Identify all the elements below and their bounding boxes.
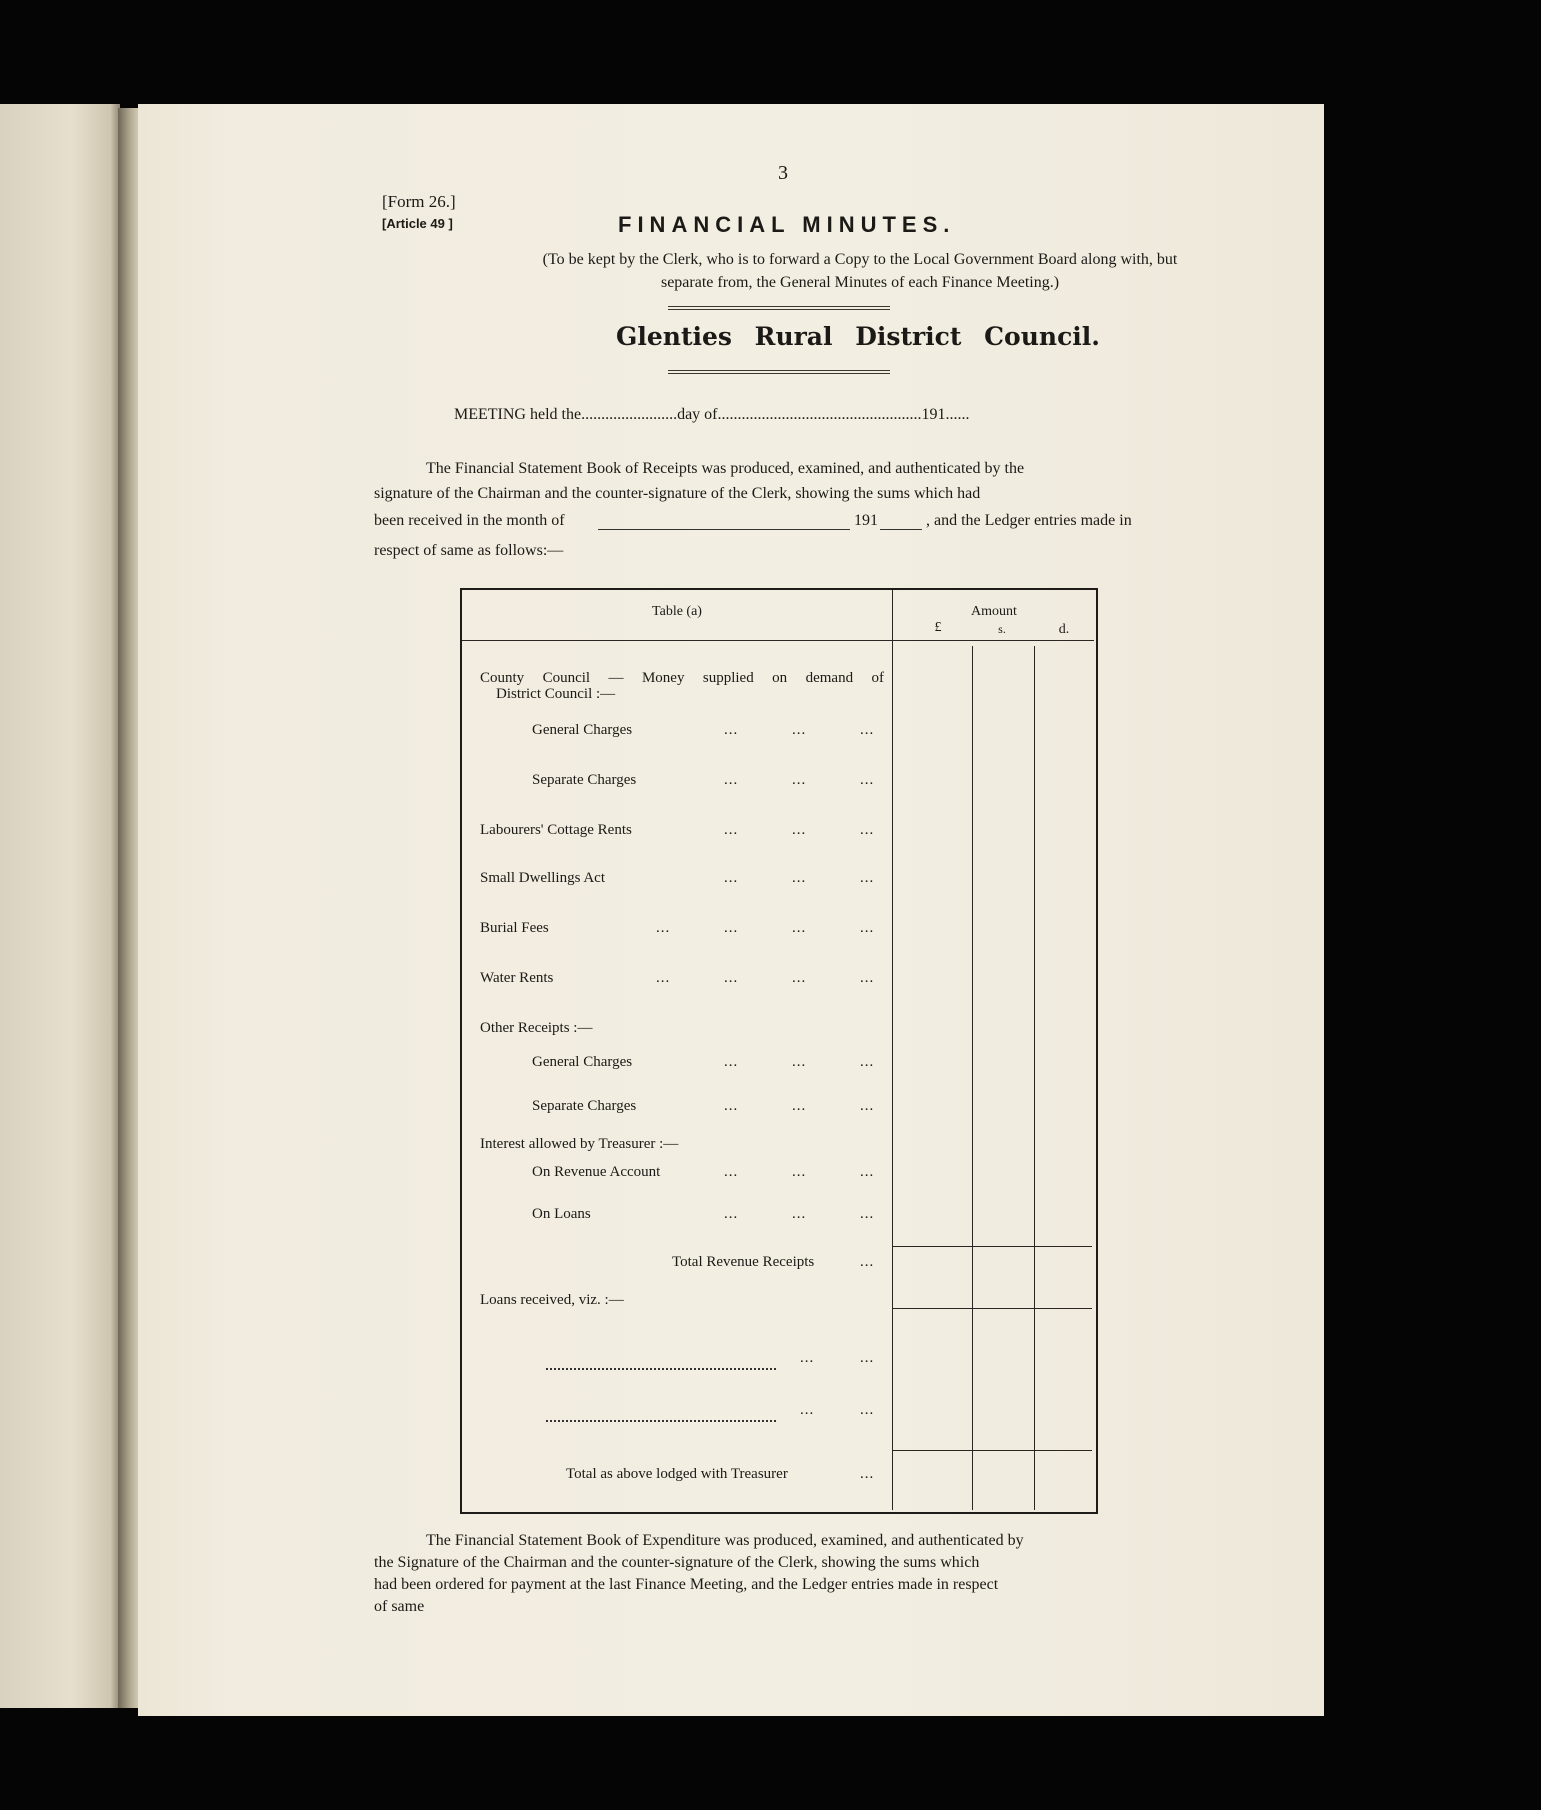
leader-dots: ... [656, 920, 671, 936]
row-county-council [480, 670, 892, 687]
row-other-general-charges: General Charges [532, 1054, 633, 1070]
loan-entry-blank-2[interactable] [546, 1420, 776, 1422]
table-header-label: Table (a) [652, 604, 702, 619]
leader-dots: ... [724, 1098, 739, 1114]
leader-dots: ... [792, 870, 807, 886]
leader-dots: ... [792, 1054, 807, 1070]
row-general-charges: General Charges [532, 722, 633, 738]
row-loans-received: Loans received, viz. :— [480, 1292, 624, 1308]
council-name: Glenties Rural District Council. [616, 322, 1100, 351]
pounds-shillings-divider [972, 646, 973, 1510]
receipts-paragraph [374, 456, 1174, 506]
leader-dots: ... [860, 920, 875, 936]
expenditure-line-1: The Financial Statement Book of Expenditure was produced, examined, and authenticated by [426, 1532, 1024, 1549]
leader-dots: ... [724, 870, 739, 886]
row-on-revenue-account: On Revenue Account [532, 1164, 661, 1180]
receipts-month-row [374, 512, 1174, 538]
leader-dots: ... [656, 970, 671, 986]
total-revenue-rule [892, 1246, 1092, 1247]
leader-dots: ... [860, 1206, 875, 1222]
leader-dots: ... [860, 1402, 875, 1418]
receipts-line-3-end: , and the Ledger entries made in [926, 512, 1132, 529]
leader-dots: ... [860, 1054, 875, 1070]
divider-top [668, 306, 890, 310]
leader-dots: ... [792, 970, 807, 986]
loan-entry-blank-1[interactable] [546, 1368, 776, 1370]
receipts-line-3-start: been received in the month of [374, 512, 565, 529]
row-interest: Interest allowed by Treasurer :— [480, 1136, 679, 1152]
subtitle [420, 248, 1300, 294]
leader-dots: ... [724, 1164, 739, 1180]
receipts-line-1: The Financial Statement Book of Receipts was produced, examined, and authenticated by the [426, 460, 1025, 477]
year-blank[interactable] [880, 529, 922, 530]
receipts-table [460, 588, 1098, 1514]
leader-dots: ... [860, 1098, 875, 1114]
divider-bottom [668, 370, 890, 374]
subtitle-line-1: (To be kept by the Clerk, who is to forward a Copy to the Local Government Board along with, but [542, 251, 1178, 268]
leader-dots: ... [792, 722, 807, 738]
leader-dots: ... [860, 772, 875, 788]
leader-dots: ... [724, 970, 739, 986]
leader-dots: ... [724, 722, 739, 738]
leader-dots: ... [860, 1164, 875, 1180]
leader-dots: ... [724, 1054, 739, 1070]
total-lodged-rule [892, 1450, 1092, 1451]
meeting-day-of: day of [677, 406, 718, 423]
expenditure-line-2: the Signature of the Chairman and the counter-signature of the Clerk, showing the sums which [374, 1554, 980, 1571]
meeting-date-blank[interactable]: ........................ [581, 406, 678, 423]
subtitle-line-2: separate from, the General Minutes of each Finance Meeting.) [660, 274, 1060, 291]
row-labourers-cottage-rents: Labourers' Cottage Rents [480, 822, 632, 838]
document-page [138, 104, 1324, 1716]
amount-header: Amount [971, 604, 1017, 619]
leader-dots: ... [860, 822, 875, 838]
header-rule [462, 640, 1094, 641]
leader-dots: ... [800, 1402, 815, 1418]
receipts-line-2: signature of the Chairman and the counter-signature of the Clerk, showing the sums which had [374, 485, 981, 502]
meeting-year[interactable]: 191...... [921, 406, 970, 423]
meeting-month-blank[interactable]: ................................................... [717, 406, 922, 423]
leader-dots: ... [724, 920, 739, 936]
leader-dots: ... [792, 1206, 807, 1222]
page-number: 3 [778, 162, 788, 184]
leader-dots: ... [792, 1098, 807, 1114]
row-small-dwellings: Small Dwellings Act [480, 870, 605, 886]
meeting-prefix: MEETING held the [454, 406, 582, 423]
meeting-line [454, 406, 970, 424]
row-total-lodged: Total as above lodged with Treasurer [566, 1466, 788, 1482]
expenditure-line-4: of same [374, 1598, 425, 1615]
left-page-edge [0, 104, 120, 1708]
month-blank[interactable] [598, 529, 850, 530]
leader-dots: ... [792, 920, 807, 936]
shillings-header: s. [998, 622, 1006, 636]
leader-dots: ... [860, 970, 875, 986]
form-number: [Form 26.] [382, 192, 456, 211]
leader-dots: ... [800, 1350, 815, 1366]
row-other-separate-charges: Separate Charges [532, 1098, 637, 1114]
receipts-line-4: respect of same as follows:— [374, 542, 564, 559]
leader-dots: ... [860, 1254, 875, 1270]
leader-dots: ... [792, 1164, 807, 1180]
row-on-loans: On Loans [532, 1206, 591, 1222]
loans-rule [892, 1308, 1092, 1309]
leader-dots: ... [724, 822, 739, 838]
leader-dots: ... [724, 772, 739, 788]
leader-dots: ... [792, 772, 807, 788]
book-gutter [118, 108, 140, 1708]
row-separate-charges: Separate Charges [532, 772, 637, 788]
row-water-rents: Water Rents [480, 970, 554, 986]
row-other-receipts: Other Receipts :— [480, 1020, 593, 1036]
amount-column-divider [892, 590, 893, 1510]
article-number: [Article 49 ] [382, 216, 453, 231]
leader-dots: ... [860, 1466, 875, 1482]
leader-dots: ... [724, 1206, 739, 1222]
leader-dots: ... [792, 822, 807, 838]
pence-header: d. [1058, 622, 1070, 637]
leader-dots: ... [860, 870, 875, 886]
leader-dots: ... [860, 1350, 875, 1366]
pounds-header: £ [934, 620, 942, 635]
leader-dots: ... [860, 722, 875, 738]
row-burial-fees: Burial Fees [480, 920, 549, 936]
expenditure-line-3: had been ordered for payment at the last Finance Meeting, and the Ledger entries made in respect [374, 1576, 999, 1593]
county-council-line-2: District Council :— [496, 686, 616, 702]
expenditure-paragraph [374, 1530, 1174, 1618]
document-title: FINANCIAL MINUTES. [618, 212, 956, 237]
county-council-line-1: County Council — Money supplied on demand of [480, 670, 884, 686]
row-total-revenue-receipts: Total Revenue Receipts [672, 1254, 815, 1270]
shillings-pence-divider [1034, 646, 1035, 1510]
receipts-year: 191 [854, 512, 878, 529]
